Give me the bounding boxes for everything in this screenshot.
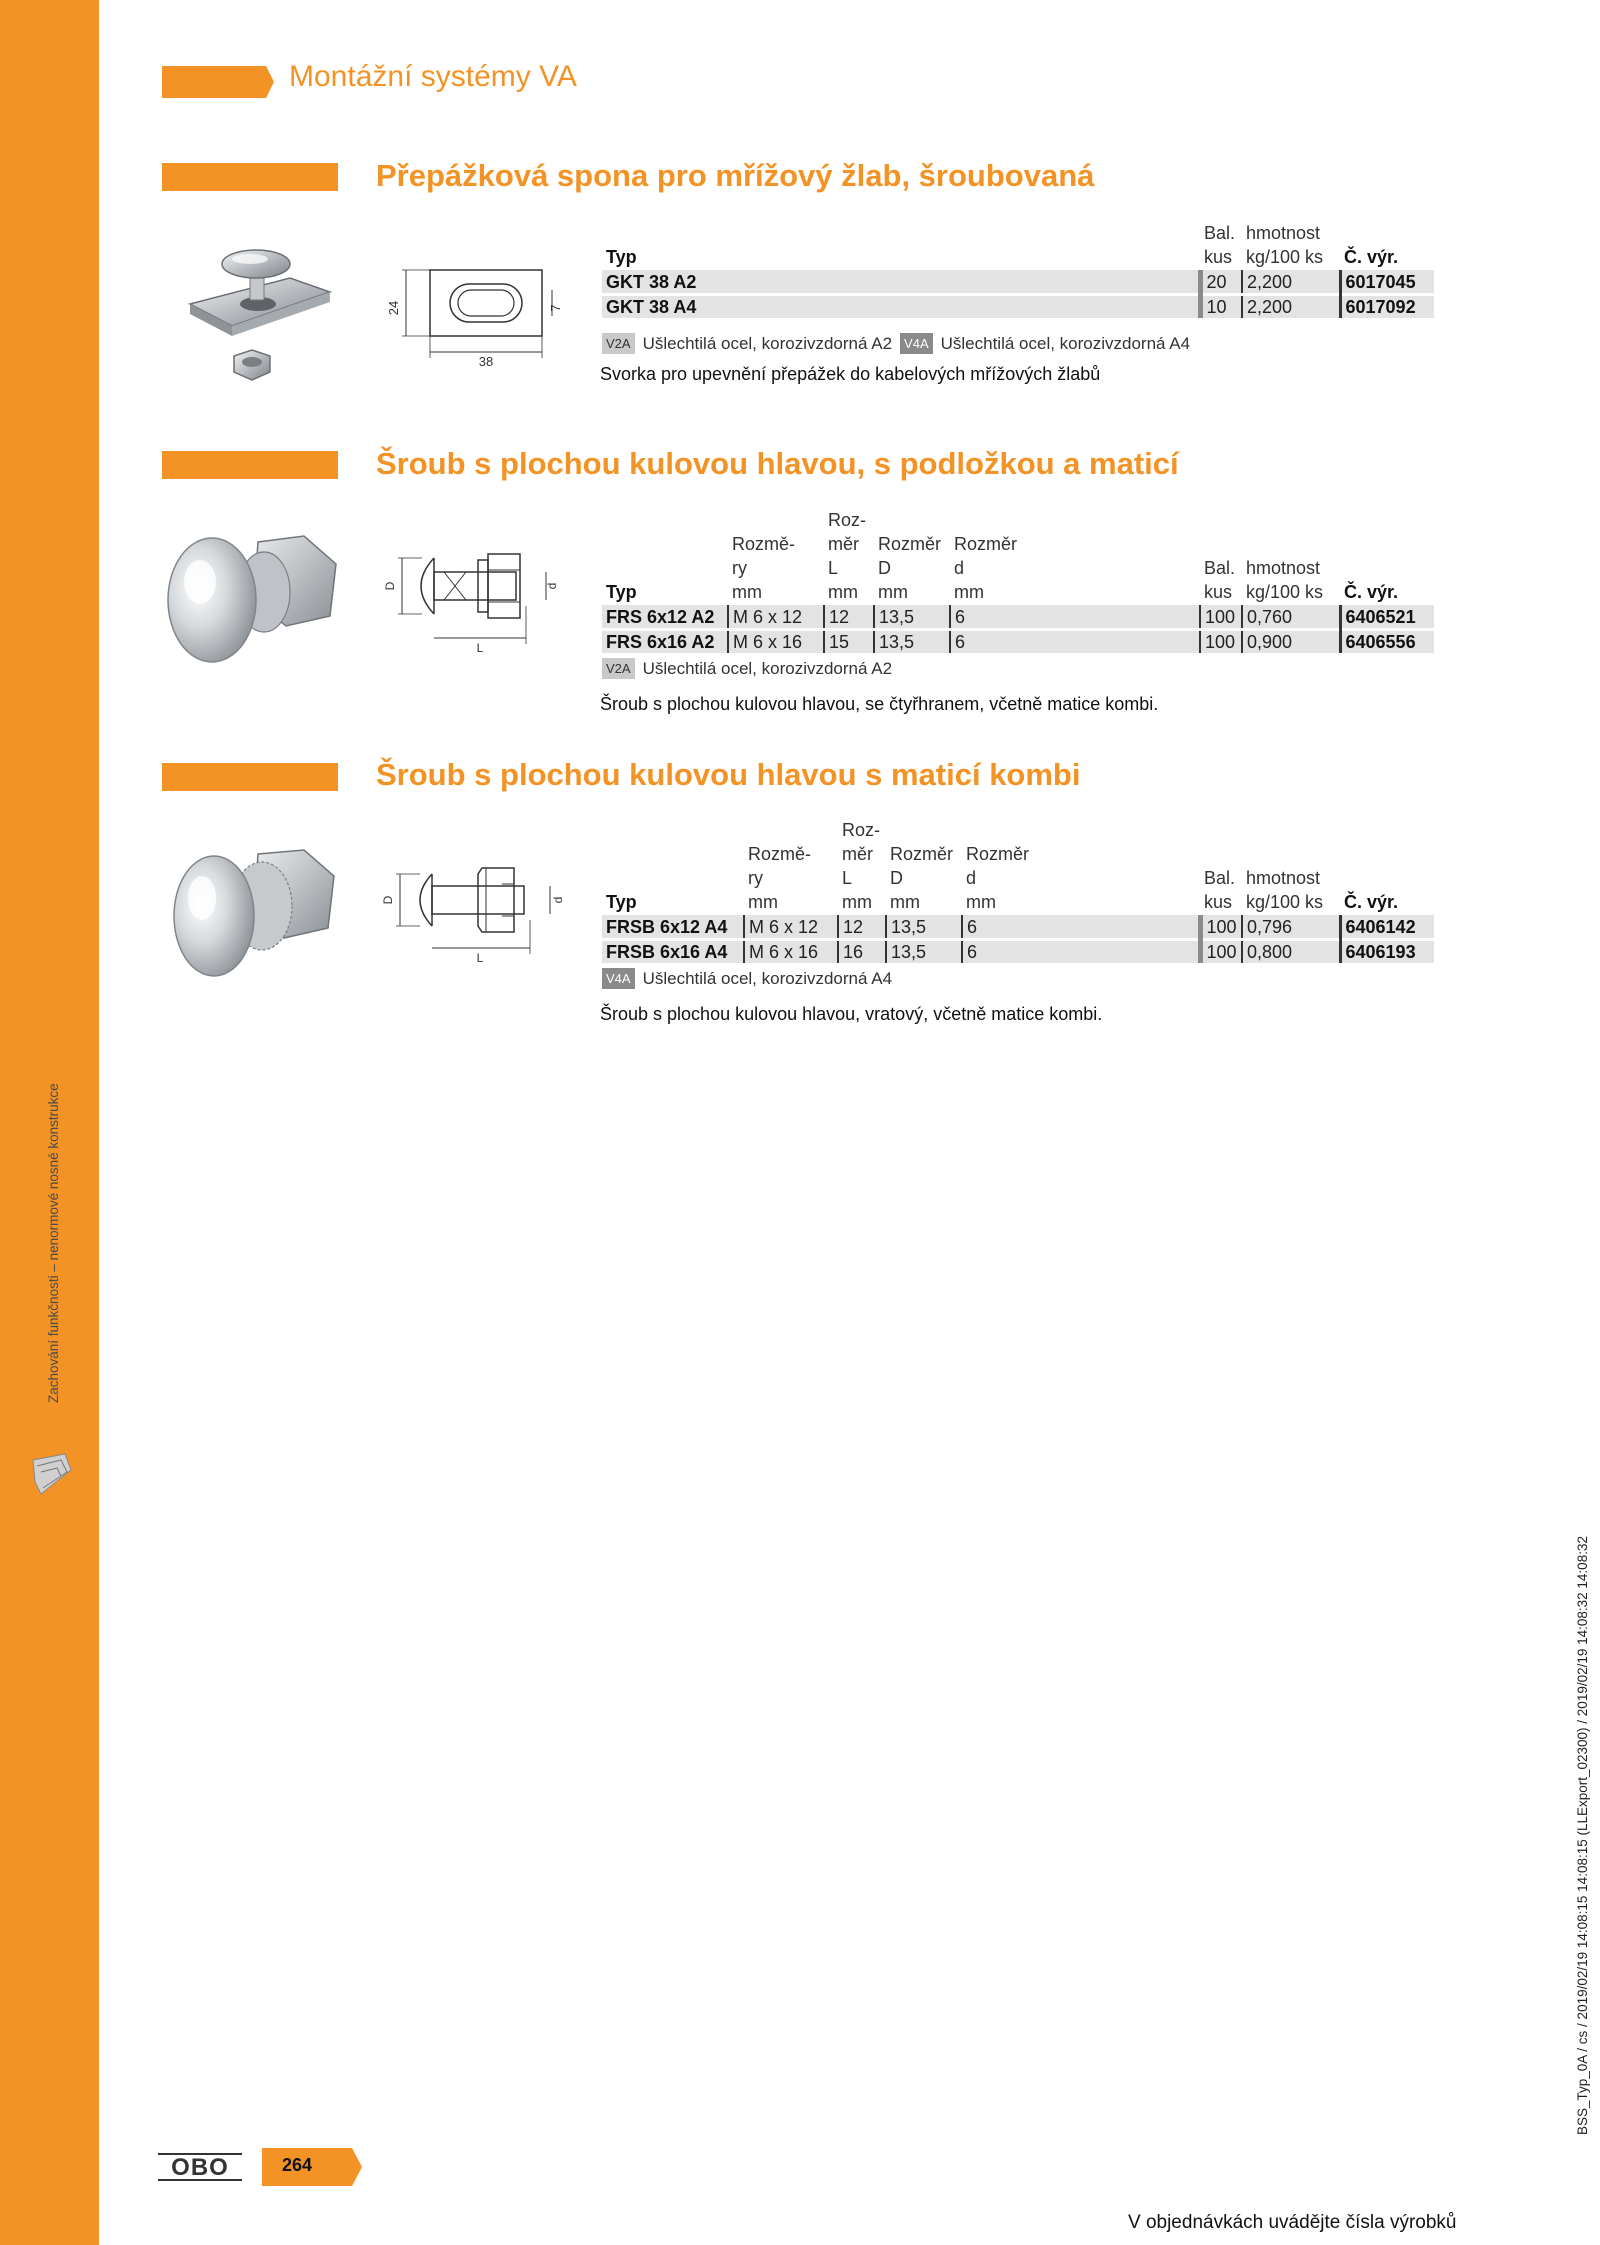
cell-dim: M 6 x 16 (728, 629, 824, 653)
col-header-bal: Bal. (1204, 868, 1236, 888)
bolt-dimension-drawing (383, 546, 564, 656)
bolt-product-image (166, 530, 342, 670)
material-tag: V4A (900, 333, 933, 354)
section-bar (162, 763, 338, 791)
col-header-bal: Bal. (1204, 558, 1236, 578)
table-row (602, 605, 1434, 629)
cell-art: 6017092 (1340, 294, 1434, 318)
dim-label-L: L (476, 641, 484, 655)
page-number: 264 (282, 2155, 313, 2175)
product-table (602, 222, 1434, 318)
col-header-D-unit: mm (890, 892, 920, 912)
material-text: Ušlechtilá ocel, korozivzdorná A2 (642, 658, 893, 678)
cell-art: 6017045 (1340, 270, 1434, 294)
col-header-d: Rozměr (954, 534, 1018, 554)
obo-logo-text: OBO (171, 2154, 229, 2181)
material-line (602, 968, 892, 989)
section-bar (162, 451, 338, 479)
cell-L: 15 (824, 629, 874, 653)
cell-art: 6406142 (1340, 915, 1434, 939)
col-header-L: L (828, 558, 839, 578)
print-metadata: BSS_Typ_0A / cs / 2019/02/19 14:08:15 14:08:15 (LLExport_02300) / 2019/02/19 14:08:32 14:08:32 (1575, 1536, 1590, 2135)
col-header-dim-unit: mm (732, 582, 762, 602)
cell-d: 6 (962, 939, 1200, 963)
cell-type: GKT 38 A4 (602, 294, 1200, 318)
cell-D: 13,5 (886, 939, 962, 963)
col-header-art: Č. výr. (1344, 892, 1399, 912)
col-header-D: Rozměr (878, 534, 942, 554)
col-header-art: Č. výr. (1344, 247, 1399, 267)
col-header-weight: hmotnost (1246, 223, 1321, 243)
cell-D: 13,5 (874, 629, 950, 653)
cell-D: 13,5 (886, 915, 962, 939)
product-table (602, 509, 1434, 653)
material-text: Ušlechtilá ocel, korozivzdorná A2 (642, 333, 893, 353)
col-header-type: Typ (606, 247, 637, 267)
col-header-bal-unit: kus (1204, 247, 1233, 267)
col-header-d: d (954, 558, 965, 578)
cell-type: FRSB 6x12 A4 (606, 916, 728, 937)
product-table (602, 819, 1434, 963)
col-header-bal: Bal. (1204, 223, 1236, 243)
bolt-kombi-dimension-drawing (380, 864, 570, 964)
col-header-L-unit: mm (842, 892, 872, 912)
cell-d: 6 (950, 605, 1200, 629)
material-text: Ušlechtilá ocel, korozivzdorná A4 (642, 968, 893, 988)
clip-product-image (170, 234, 338, 394)
col-header-L: L (842, 868, 853, 888)
section-bar (162, 163, 338, 191)
obo-logo (158, 2152, 242, 2182)
col-header-d-unit: mm (966, 892, 996, 912)
col-header-L: měr (828, 534, 859, 554)
col-header-art: Č. výr. (1344, 582, 1399, 602)
col-header-d-unit: mm (954, 582, 984, 602)
table-row (602, 915, 1434, 939)
dim-label-D: D (383, 581, 397, 591)
col-header-type: Typ (606, 582, 637, 602)
page-title: Montážní systémy VA (289, 60, 577, 93)
cell-bal: 100 (1200, 939, 1242, 963)
material-line (602, 658, 892, 679)
product-description: Svorka pro upevnění přepážek do kabelových mřížových žlabů (600, 364, 1101, 384)
cell-weight: 0,900 (1242, 629, 1340, 653)
material-tag: V2A (602, 333, 635, 354)
table-row (602, 629, 1434, 653)
cell-weight: 0,800 (1242, 939, 1340, 963)
cell-type: GKT 38 A2 (606, 271, 697, 292)
col-header-weight-unit: kg/100 ks (1246, 892, 1324, 912)
col-header-d: d (966, 868, 977, 888)
table-row (602, 270, 1434, 294)
col-header-D: D (890, 868, 903, 888)
cell-weight: 2,200 (1242, 294, 1340, 318)
cell-bal: 20 (1200, 270, 1242, 294)
cell-weight: 0,760 (1242, 605, 1340, 629)
section-title: Šroub s plochou kulovou hlavou, s podložkou a maticí (376, 446, 1179, 481)
chapter-icon (31, 1452, 73, 1496)
material-tag: V2A (602, 658, 635, 679)
material-tag: V4A (602, 968, 635, 989)
col-header-weight: hmotnost (1246, 868, 1321, 888)
cell-type: FRS 6x16 A2 (602, 629, 728, 653)
col-header-L-unit: mm (828, 582, 858, 602)
bolt-kombi-product-image (172, 846, 342, 986)
cell-type: FRSB 6x16 A4 (602, 939, 744, 963)
product-description: Šroub s plochou kulovou hlavou, vratový, včetně matice kombi. (600, 1004, 1103, 1024)
col-header-type: Typ (606, 892, 637, 912)
dim-label-D: D (381, 895, 395, 905)
cell-bal: 100 (1200, 915, 1242, 939)
cell-type: FRS 6x12 A2 (606, 606, 715, 627)
dim-label-d: d (551, 896, 565, 904)
clip-dimension-drawing (388, 262, 564, 370)
header-tab-shape (162, 66, 274, 98)
col-header-L: Roz- (842, 820, 881, 840)
cell-L: 12 (838, 915, 886, 939)
cell-d: 6 (962, 915, 1200, 939)
col-header-weight-unit: kg/100 ks (1246, 247, 1324, 267)
cell-L: 16 (838, 939, 886, 963)
table-row (602, 939, 1434, 963)
col-header-dim-unit: mm (748, 892, 778, 912)
cell-bal: 10 (1200, 294, 1242, 318)
col-header-bal-unit: kus (1204, 892, 1233, 912)
col-header-dim: ry (748, 868, 763, 888)
cell-d: 6 (950, 629, 1200, 653)
cell-dim: M 6 x 16 (744, 939, 838, 963)
cell-L: 12 (824, 605, 874, 629)
col-header-dim: Rozmě- (748, 844, 812, 864)
table-row (602, 294, 1434, 318)
col-header-L: měr (842, 844, 873, 864)
col-header-bal-unit: kus (1204, 582, 1233, 602)
cell-bal: 100 (1200, 629, 1242, 653)
col-header-L: Roz- (828, 510, 867, 530)
col-header-d: Rozměr (966, 844, 1030, 864)
cell-dim: M 6 x 12 (728, 605, 824, 629)
cell-dim: M 6 x 12 (744, 915, 838, 939)
col-header-dim: ry (732, 558, 747, 578)
col-header-weight-unit: kg/100 ks (1246, 582, 1324, 602)
dim-label-L: L (476, 951, 484, 965)
col-header-D: Rozměr (890, 844, 954, 864)
dim-label-slot: 7 (548, 304, 563, 312)
dim-label-height: 24 (386, 300, 401, 316)
col-header-D: D (878, 558, 891, 578)
col-header-weight: hmotnost (1246, 558, 1321, 578)
cell-art: 6406193 (1340, 939, 1434, 963)
dim-label-d: d (545, 582, 559, 590)
dim-label-width: 38 (478, 354, 494, 369)
section-title: Šroub s plochou kulovou hlavou s maticí kombi (376, 757, 1081, 792)
cell-art: 6406521 (1340, 605, 1434, 629)
cell-art: 6406556 (1340, 629, 1434, 653)
col-header-dim: Rozmě- (732, 534, 796, 554)
product-description: Šroub s plochou kulovou hlavou, se čtyřhranem, včetně matice kombi. (600, 694, 1159, 714)
cell-weight: 0,796 (1242, 915, 1340, 939)
material-line (602, 333, 1190, 354)
sidebar-chapter-label: Zachování funkčnosti – nenormové nosné konstrukce (46, 1083, 61, 1403)
cell-weight: 2,200 (1242, 270, 1340, 294)
cell-bal: 100 (1200, 605, 1242, 629)
col-header-D-unit: mm (878, 582, 908, 602)
cell-D: 13,5 (874, 605, 950, 629)
footer-note: V objednávkách uvádějte čísla výrobků (1128, 2212, 1457, 2233)
material-text: Ušlechtilá ocel, korozivzdorná A4 (940, 333, 1191, 353)
section-title: Přepážková spona pro mřížový žlab, šroubovaná (376, 158, 1095, 193)
